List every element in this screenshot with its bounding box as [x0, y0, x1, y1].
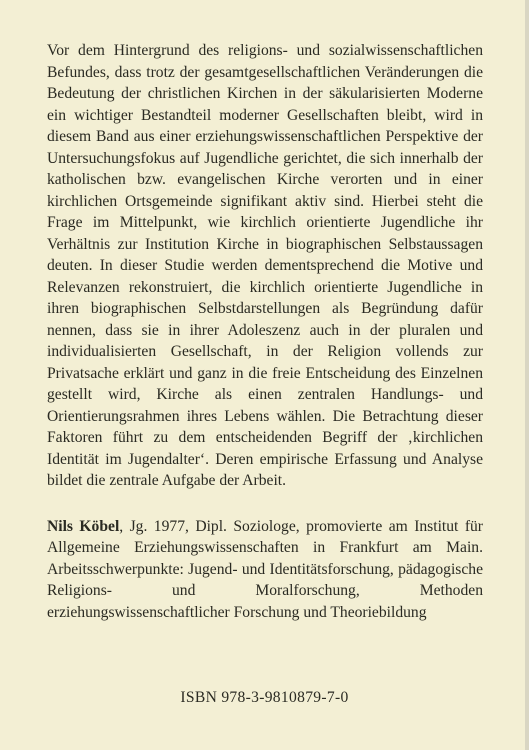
isbn: ISBN 978-3-9810879-7-0 — [180, 689, 349, 706]
author-bio-text: , Jg. 1977, Dipl. Soziologe, promovierte am Institut für Allgemeine Erziehungswissenschaften in Frankfurt am Main. Arbeitsschwerpunkte: Jugend- und Identitätsforschung, pädagogische Religions- und Moralforschung, Methoden erziehungswissenschaftlicher Forschung und Theoriebildung — [47, 517, 483, 621]
author-name: Nils Köbel — [47, 517, 120, 535]
author-bio-paragraph — [47, 516, 483, 624]
back-cover-text — [47, 40, 483, 623]
page-edge — [525, 0, 529, 750]
blurb-paragraph: Vor dem Hintergrund des religions- und sozialwissenschaftlichen Befundes, dass trotz der gesamtgesellschaftlichen Veränderungen die Bedeutung der christlichen Kirchen in der säkularisierten Moderne ein wichtiger Bestandteil moderner Gesellschaften bleibt, wird in diesem Band aus einer erziehungswissenschaftlichen Perspektive der Untersuchungsfokus auf Jugendliche gerichtet, die sich innerhalb der katholischen bzw. evangelischen Kirche verorten und in einer kirchlichen Ortsgemeinde signifikant aktiv sind. Hierbei steht die Frage im Mittelpunkt, wie kirchlich orientierte Jugendliche ihr Verhältnis zur Institution Kirche in biographischen Selbstaussagen deuten. In dieser Studie werden dementsprechend die Motive und Relevanzen rekonstruiert, die kirchlich orientierte Jugendliche in ihren biographischen Selbstdarstellungen als Begründung dafür nennen, dass sie in ihrer Adoleszenz auch in der pluralen und individualisierten Gesellschaft, in der Religion vollends zur Privatsache erklärt und ganz in die freie Entscheidung des Einzelnen gestellt wird, Kirche als einen zentralen Handlungs- und Orientierungsrahmen ihres Lebens wählen. Die Betrachtung dieser Faktoren führt zu dem entscheidenden Begriff der ‚kirchlichen Identität im Jugendalter‘. Deren empirische Erfassung und Analyse bildet die zentrale Aufgabe der Arbeit. — [47, 42, 483, 489]
